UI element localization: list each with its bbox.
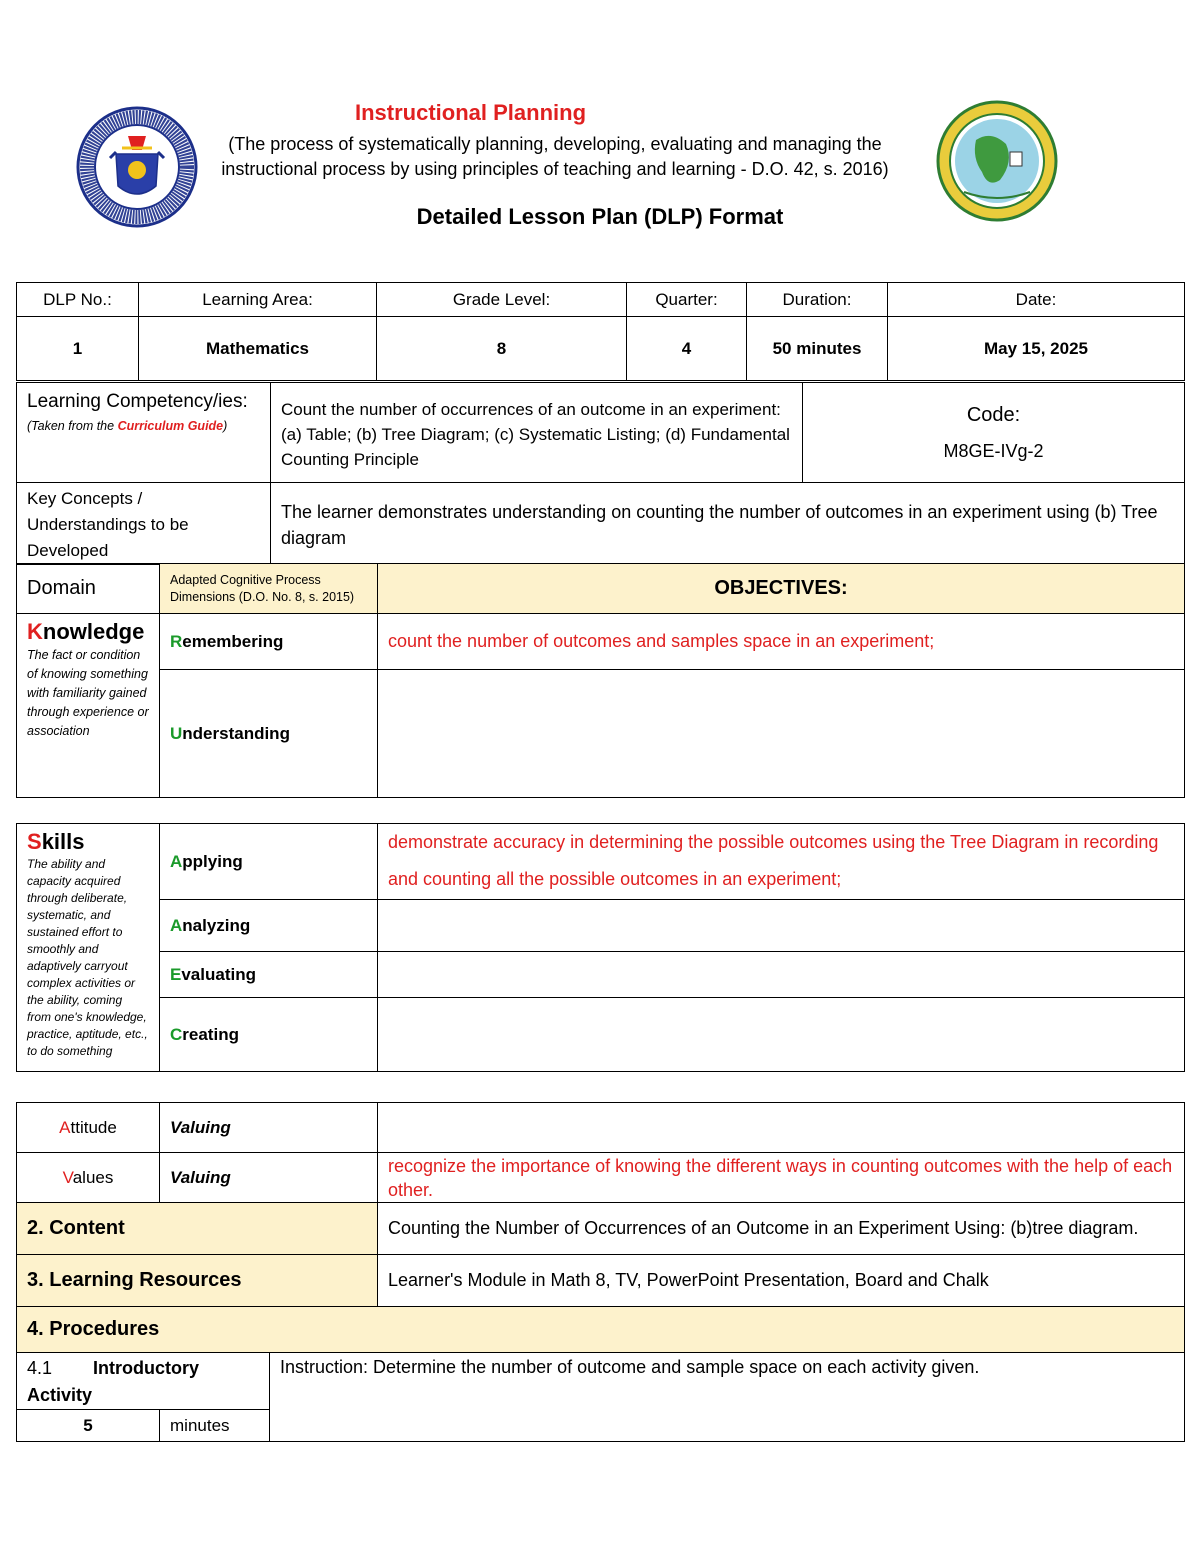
key-concepts-text: The learner demonstrates understanding on counting the number of outcomes in an experiment using (b) Tree diagram bbox=[271, 483, 1185, 565]
duration: 50 minutes bbox=[747, 317, 888, 381]
objective-evaluating bbox=[378, 952, 1185, 998]
info-label: Date: bbox=[888, 283, 1185, 317]
procedures-label: 4. Procedures bbox=[17, 1307, 1185, 1353]
knowledge-table bbox=[16, 563, 1185, 798]
level-remembering bbox=[160, 614, 378, 670]
info-label: Grade Level: bbox=[377, 283, 627, 317]
skills-heading bbox=[27, 828, 149, 856]
knowledge-description: The fact or condition of knowing something with familiarity gained through experience or association bbox=[27, 648, 149, 738]
knowledge-rest: nowledge bbox=[42, 619, 145, 644]
values-label bbox=[17, 1153, 160, 1203]
deped-cebu-seal-right bbox=[936, 100, 1058, 222]
page-title: Instructional Planning bbox=[355, 100, 587, 125]
attitude-values-table bbox=[16, 1102, 1185, 1442]
content-label: 2. Content bbox=[17, 1203, 378, 1255]
info-label: Learning Area: bbox=[139, 283, 377, 317]
attitude-level: Valuing bbox=[160, 1103, 378, 1153]
code-label: Code: bbox=[966, 403, 1021, 426]
level-understanding bbox=[160, 670, 378, 798]
lesson-info-table bbox=[16, 282, 1185, 381]
quarter: 4 bbox=[627, 317, 747, 381]
level-creating bbox=[160, 998, 378, 1072]
intro-activity-cell bbox=[17, 1353, 270, 1410]
lesson-date: May 15, 2025 bbox=[888, 317, 1185, 381]
note-suffix: ) bbox=[223, 419, 228, 433]
key-concepts-label: Key Concepts / Understandings to be Developed bbox=[17, 483, 271, 565]
knowledge-initial: K bbox=[27, 619, 43, 644]
competency-text: Count the number of occurrences of an outcome in an experiment: (a) Table; (b) Tree Diagram; (c) Systematic Listing; (d) Fundamental Counting Principle bbox=[271, 383, 803, 483]
values-rest: alues bbox=[72, 1167, 114, 1187]
objective-understanding bbox=[378, 670, 1185, 798]
grade-level: 8 bbox=[377, 317, 627, 381]
objective-applying: demonstrate accuracy in determining the possible outcomes using the Tree Diagram in recording and counting all the possible outcomes in an experiment; bbox=[378, 824, 1185, 900]
competency-note bbox=[27, 419, 260, 433]
level-rest: reating bbox=[182, 1024, 239, 1044]
knowledge-cell bbox=[17, 614, 160, 798]
knowledge-heading bbox=[27, 618, 149, 646]
level-rest: valuating bbox=[181, 964, 256, 984]
dimensions-header: Adapted Cognitive Process Dimensions (D.O. No. 8, s. 2015) bbox=[160, 564, 378, 614]
level-applying bbox=[160, 824, 378, 900]
intro-number: 4.1 bbox=[27, 1358, 53, 1378]
level-analyzing bbox=[160, 900, 378, 952]
page-description: (The process of systematically planning, developing, evaluating and managing the instructional process by using principles of teaching and learning - D.O. 42, s. 2016) bbox=[221, 134, 889, 179]
level-initial: R bbox=[170, 631, 183, 651]
values-initial: V bbox=[62, 1167, 73, 1187]
code-cell bbox=[803, 383, 1185, 483]
skills-rest: kills bbox=[41, 829, 85, 854]
document-subtitle: Detailed Lesson Plan (DLP) Format bbox=[416, 204, 784, 229]
competency-label-cell bbox=[17, 383, 271, 483]
info-label: Quarter: bbox=[627, 283, 747, 317]
level-rest: pplying bbox=[182, 851, 243, 871]
attitude-objective bbox=[378, 1103, 1185, 1153]
objective-remembering: count the number of outcomes and samples space in an experiment; bbox=[378, 614, 1185, 670]
level-initial: E bbox=[170, 964, 182, 984]
dlp-number: 1 bbox=[17, 317, 139, 381]
skills-table bbox=[16, 823, 1185, 1072]
level-initial: U bbox=[170, 723, 183, 743]
resources-label: 3. Learning Resources bbox=[17, 1255, 378, 1307]
level-initial: A bbox=[170, 851, 183, 871]
competency-label: Learning Competency/ies: bbox=[27, 391, 248, 412]
domain-header: Domain bbox=[17, 564, 160, 614]
note-highlight: Curriculum Guide bbox=[117, 419, 224, 433]
intro-minutes-label: minutes bbox=[160, 1410, 270, 1442]
attitude-initial: A bbox=[59, 1117, 71, 1137]
learning-area: Mathematics bbox=[139, 317, 377, 381]
skills-initial: S bbox=[27, 829, 42, 854]
intro-label: Introductory Activity bbox=[27, 1358, 200, 1405]
objective-creating bbox=[378, 998, 1185, 1072]
level-rest: emembering bbox=[182, 631, 284, 651]
level-evaluating bbox=[160, 952, 378, 998]
attitude-label bbox=[17, 1103, 160, 1153]
values-level: Valuing bbox=[160, 1153, 378, 1203]
level-initial: C bbox=[170, 1024, 183, 1044]
content-text: Counting the Number of Occurrences of an Outcome in an Experiment Using: (b)tree diagram. bbox=[378, 1203, 1185, 1255]
code-value: M8GE-IVg-2 bbox=[943, 440, 1044, 461]
values-objective: recognize the importance of knowing the different ways in counting outcomes with the help of each other. bbox=[378, 1153, 1185, 1203]
level-initial: A bbox=[170, 915, 183, 935]
info-label: Duration: bbox=[747, 283, 888, 317]
info-label: DLP No.: bbox=[17, 283, 139, 317]
attitude-rest: ttitude bbox=[70, 1117, 117, 1137]
intro-minutes-value: 5 bbox=[17, 1410, 160, 1442]
level-rest: nalyzing bbox=[182, 915, 251, 935]
skills-cell bbox=[17, 824, 160, 1072]
competency-table bbox=[16, 382, 1185, 565]
resources-text: Learner's Module in Math 8, TV, PowerPoint Presentation, Board and Chalk bbox=[378, 1255, 1185, 1307]
note-prefix: (Taken from the bbox=[27, 419, 118, 433]
objective-analyzing bbox=[378, 900, 1185, 952]
level-rest: nderstanding bbox=[182, 723, 290, 743]
skills-description: The ability and capacity acquired through deliberate, systematic, and sustained effort to smoothly and adaptively carryout complex activities or the ability, coming from one's knowledge, practice, aptitude, etc., to do something bbox=[27, 857, 148, 1058]
objectives-header: OBJECTIVES: bbox=[378, 564, 1185, 614]
intro-instruction: Instruction: Determine the number of outcome and sample space on each activity given. bbox=[270, 1353, 1185, 1442]
